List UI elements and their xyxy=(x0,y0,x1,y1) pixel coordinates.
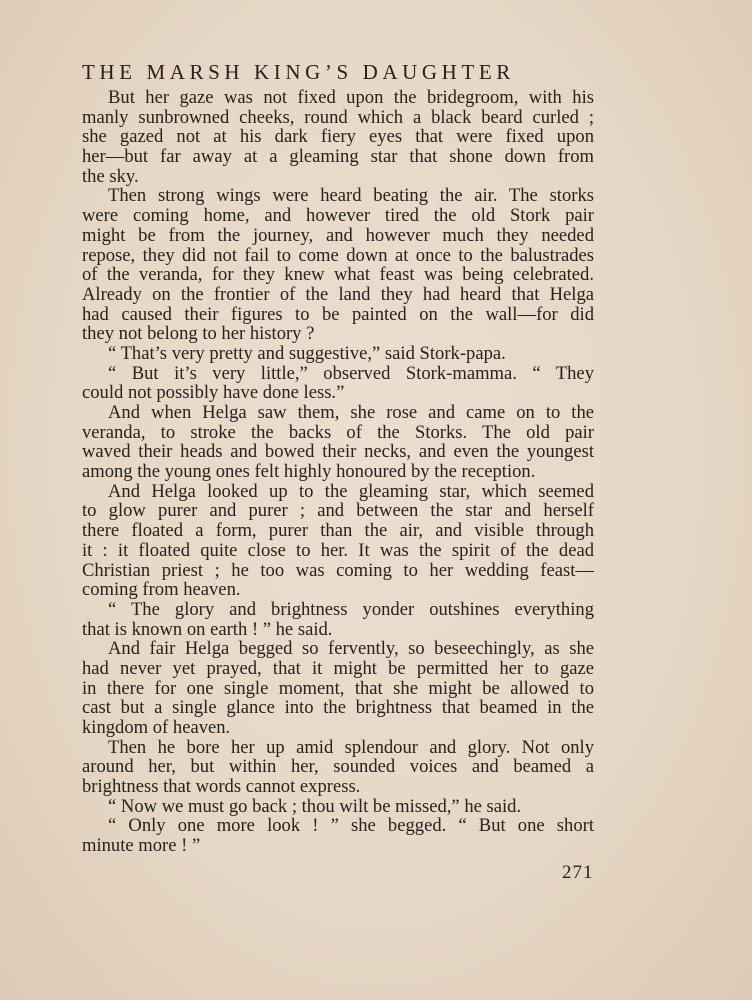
text-line: “ Now we must go back ; thou wilt be missed,” he said. xyxy=(108,795,522,817)
text-line: And when Helga saw them, she rose and came on to the xyxy=(108,402,594,423)
text-line: manly sunbrowned cheeks, round which a black beard curled ; xyxy=(82,106,594,128)
text-line: Then he bore her up amid splendour and glory. Not only xyxy=(108,736,594,758)
text-line: brightness that words cannot express. xyxy=(82,776,361,798)
text-line: her—but far away at a gleaming star that shone down from xyxy=(82,146,594,168)
text-line: the sky. xyxy=(82,165,139,187)
text-line: waved their heads and bowed their necks, and even the youngest xyxy=(82,441,594,463)
text-line: in there for one single moment, that she might be allowed to xyxy=(82,677,594,699)
text-line: that is known on earth ! ” he said. xyxy=(82,618,333,640)
page-number: 271 xyxy=(562,862,594,883)
text-line: Christian priest ; he too was coming to her wedding feast— xyxy=(82,559,594,581)
text-line: had never yet prayed, that it might be permitted her to gaze xyxy=(82,657,594,679)
text-line: of the veranda, for they knew what feast was being celebrated. xyxy=(82,264,594,286)
text-line: veranda, to stroke the backs of the Storks. The old pair xyxy=(82,421,594,443)
body-text xyxy=(82,88,594,856)
running-head: THE MARSH KING’S DAUGHTER xyxy=(82,60,515,84)
text-line: “ The glory and brightness yonder outshines everything xyxy=(108,598,594,620)
text-line: around her, but within her, sounded voices and beamed a xyxy=(82,756,594,778)
text-line: And Helga looked up to the gleaming star, which seemed xyxy=(108,480,594,502)
text-line: Then strong wings were heard beating the air. The storks xyxy=(108,185,594,207)
text-line: could not possibly have done less.” xyxy=(82,382,345,404)
text-line: repose, they did not fail to come down at once to the balustrades xyxy=(82,244,594,266)
text-line: there floated a form, purer than the air, and visible through xyxy=(82,520,594,542)
text-line: cast but a single glance into the brightness that beamed in the xyxy=(82,697,594,719)
text-line: minute more ! ” xyxy=(82,835,201,857)
text-line: And fair Helga begged so fervently, so beseechingly, as she xyxy=(108,638,594,660)
text-line: had caused their figures to be painted on the wall—for did xyxy=(82,303,594,325)
text-line: she gazed not at his dark fiery eyes that were fixed upon xyxy=(82,126,594,148)
text-line: kingdom of heaven. xyxy=(82,717,231,738)
text-line: might be from the journey, and however much they needed xyxy=(82,224,594,246)
text-line: “ That’s very pretty and suggestive,” said Stork-papa. xyxy=(108,342,506,364)
text-line: “ But it’s very little,” observed Stork-mamma. “ They xyxy=(108,362,594,384)
text-line: it : it floated quite close to her. It was the spirit of the dead xyxy=(82,539,594,561)
text-line: were coming home, and however tired the old Stork pair xyxy=(82,205,594,227)
text-line: they not belong to her history ? xyxy=(82,323,315,345)
text-line: But her gaze was not fixed upon the bridegroom, with his xyxy=(108,87,594,108)
text-line: coming from heaven. xyxy=(82,579,241,601)
text-line: Already on the frontier of the land they had heard that Helga xyxy=(82,283,594,305)
text-line: among the young ones felt highly honoured by the reception. xyxy=(82,461,536,483)
text-line: to glow purer and purer ; and between the star and herself xyxy=(82,500,594,522)
text-line: “ Only one more look ! ” she begged. “ But one short xyxy=(108,815,594,837)
